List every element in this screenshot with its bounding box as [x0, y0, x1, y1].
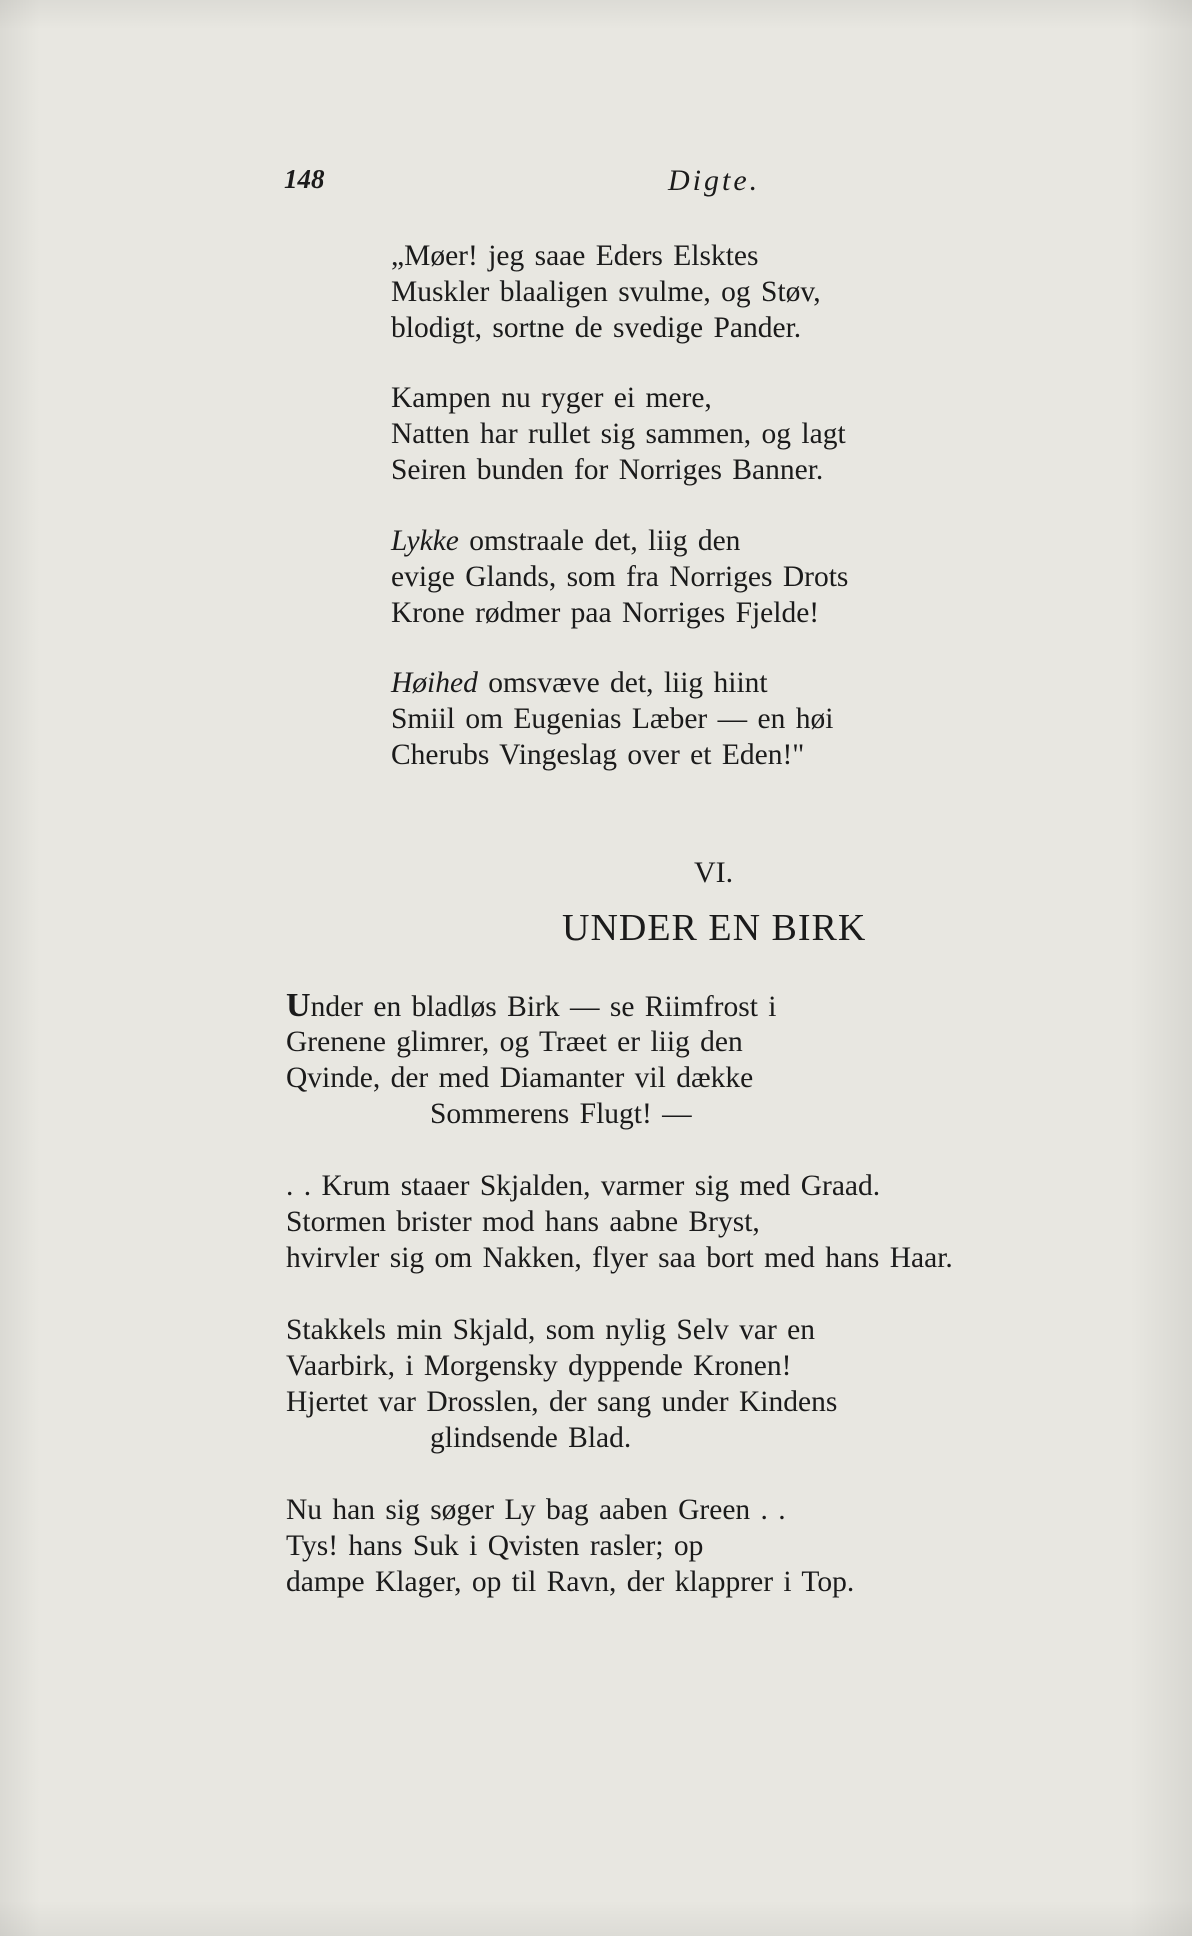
stanza-v-4 [391, 665, 833, 773]
verse-line: Seiren bunden for Norriges Banner. [391, 454, 824, 486]
verse-line: hvirvler sig om Nakken, flyer saa bort med hans Haar. [286, 1242, 953, 1274]
stanza-vi-2 [286, 1168, 953, 1276]
line-rest: nder en bladløs Birk — se Riimfrost i [310, 991, 777, 1023]
verse-line: evige Glands, som fra Norriges Drots [391, 561, 849, 593]
verse-line: Hjertet var Drosslen, der sang under Kindens [286, 1386, 838, 1418]
stanza-vi-4 [286, 1492, 854, 1600]
section-number: VI. [694, 856, 734, 889]
italic-lead-word: Høihed [391, 667, 478, 699]
line-rest: omsvæve det, liig hiint [477, 667, 768, 699]
verse-line: Stormen brister mod hans aabne Bryst, [286, 1206, 760, 1238]
verse-line: Qvinde, der med Diamanter vil dække [286, 1062, 754, 1094]
verse-line: blodigt, sortne de svedige Pander. [391, 312, 802, 344]
verse-line: glindsende Blad. [430, 1422, 632, 1454]
line-rest: omstraale det, liig den [458, 525, 741, 557]
verse-line: Tys! hans Suk i Qvisten rasler; op [286, 1530, 704, 1562]
verse-line: Grenene glimrer, og Træet er liig den [286, 1026, 743, 1058]
page-number: 148 [284, 164, 325, 194]
verse-line: Natten har rullet sig sammen, og lagt [391, 418, 846, 450]
verse-line [391, 665, 833, 701]
verse-line: „Møer! jeg saae Eders Elsktes [391, 240, 759, 272]
verse-line [391, 523, 848, 559]
stanza-vi-3 [286, 1312, 837, 1456]
verse-line: Nu han sig søger Ly bag aaben Green . . [286, 1494, 786, 1526]
italic-lead-word: Lykke [391, 525, 459, 557]
stanza-v-3 [391, 523, 848, 631]
verse-line: dampe Klager, op til Ravn, der klapprer i Top. [286, 1566, 855, 1598]
stanza-v-2 [391, 380, 846, 488]
verse-line: Krone rødmer paa Norriges Fjelde! [391, 597, 820, 629]
verse-line: Muskler blaaligen svulme, og Støv, [391, 276, 821, 308]
running-head: Digte. [668, 164, 761, 197]
stanza-vi-1 [286, 988, 776, 1132]
section-title: UNDER EN BIRK [562, 907, 867, 949]
verse-line: Kampen nu ryger ei mere, [391, 382, 712, 414]
verse-line [286, 988, 776, 1024]
verse-line: Sommerens Flugt! — [430, 1098, 692, 1130]
verse-line: Stakkels min Skjald, som nylig Selv var en [286, 1314, 816, 1346]
initial-letter: U [286, 987, 311, 1024]
verse-line: Smiil om Eugenias Læber — en høi [391, 703, 834, 735]
stanza-v-1 [391, 238, 821, 346]
verse-line: . . Krum staaer Skjalden, varmer sig med Graad. [286, 1170, 881, 1202]
verse-line: Vaarbirk, i Morgensky dyppende Kronen! [286, 1350, 792, 1382]
verse-line: Cherubs Vingeslag over et Eden!" [391, 739, 805, 771]
